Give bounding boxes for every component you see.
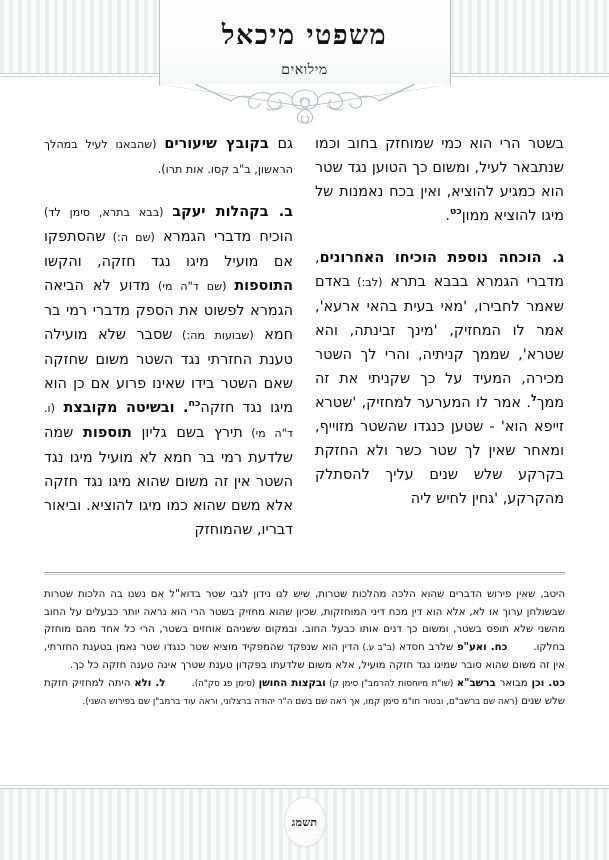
body-text: היטב, שאין פירוש הדברים שהוא הלכה מהלכות שטרות, שיש לנו נידון לגבי שטר בדוא"ל אם נשנו בה הלכות שטרות שבשולחן ערוך או לא, אלא הוא דין מכח דיני המוחזקות, שכיון שהוא מחזיק בשטר הרי הוא נראה יותר כבעלים על החוב מהשני שלא תופס בשטר, ומשום כך דנים אותו כבעל החוב. ובמקום ששניהם אוחזים בשטר, הרי כל אחד מהם מוחזק בחלקו. <box>44 589 565 653</box>
emphasis-text: ב. <box>268 204 293 220</box>
page-subtitle: מילואים <box>281 62 328 78</box>
two-column-layout <box>44 132 565 542</box>
text-column-right <box>44 132 293 542</box>
source-citation: (לב:) <box>350 276 383 289</box>
body-text: . <box>191 677 195 689</box>
emphasis-text: התוספות <box>234 278 293 294</box>
source-citation: (שם ד"ה מי) <box>150 280 235 293</box>
filigree-ornament-icon <box>195 84 415 124</box>
emphasis-text: ובקצות החושן <box>258 677 326 689</box>
source-citation: (שם ה:) <box>105 231 155 244</box>
footnote-separator <box>44 572 565 575</box>
emphasis-text: בקהלות יעקב <box>172 204 269 220</box>
emphasis-text: ג. <box>541 250 565 266</box>
body-text: בשטר הרי הוא כמי שמוחזק בחוב וכמו שנתבאר לעיל, ומשום כך הטוען נגד שטר הוא כמגיע להוציא, ואין בכח נאמנות של מיגו להוציא ממון <box>315 136 564 224</box>
body-text: הדין הוא שנפקד שהמפקיד מוציא שטר כנגדו שטר נאמן בטענת החזרתי, אין זה משום שהוא סובר שמיגו נגד חזקה מועיל, אלא משום שלדעתו בפקדון טענת שטרך אינה טענה חזקה כל כך. <box>44 641 565 671</box>
footnote-paragraph <box>44 586 565 712</box>
emphasis-text: כט. וכן <box>531 677 565 689</box>
source-citation: (ב"ב ע.) <box>359 642 396 653</box>
footnote-marker[interactable]: כח <box>188 398 201 410</box>
source-citation: (סימן פג סק"ה) <box>194 678 259 689</box>
body-text: מבואר <box>495 677 532 689</box>
body-text: באדם שאמר לחבירו, 'מאי בעית בהאי ארעא', אמר לו המחזיק, 'מינך זבינתה, והא שטרא', שממך קניתיה, והרי לך השטר מכירה, המעיד על כך שקניתי את זה ממך <box>315 274 564 411</box>
body-text: שלרב חסדא <box>395 641 457 653</box>
page-number: תשמג <box>291 815 318 829</box>
body-text: תירץ בשם גליון <box>131 425 243 441</box>
text-paragraph <box>44 200 293 542</box>
body-text: גם <box>268 136 293 152</box>
text-paragraph <box>44 132 293 182</box>
footnote-marker[interactable]: כט <box>449 206 462 218</box>
text-paragraph <box>315 132 564 228</box>
emphasis-text: הוכחה נוספת הוכיחו האחרונים <box>319 250 542 266</box>
body-text: . <box>445 208 450 224</box>
emphasis-text: ל. ולא <box>134 677 166 689</box>
body-text: שמה שלדעת רמי בר חמא לא מועיל מיגו נגד השטר אין זה משום שהוא מיגו נגד חזקה אלא משם שהוא כמו מיגו להוציא. וביאור דבריו, שהמוחזק <box>44 425 293 538</box>
page-number-badge <box>285 798 325 846</box>
source-citation: (ו. ד"ה מי) <box>44 402 293 440</box>
source-citation: (שהבאנו לעיל במהלך הראשון, ב"ב קסו. אות תרו). <box>44 138 293 176</box>
source-citation: (שבועות מה:) <box>172 329 254 342</box>
body-text: שהסתפקו אם מועיל מיגו נגד חזקה, והקשו <box>44 229 293 270</box>
body-text: מדוע לא הביאה הגמרא לפשוט את הספק מדברי רמי בר חמא <box>44 278 293 343</box>
body-text: שסבר שלא מועילה טענת החזרתי נגד השטר משום שחזקה שאם השטר בידו שאינו פרוע אם כן הוא מיגו נגד חזקה <box>44 327 293 416</box>
source-citation: (ראה שם ברשב"ם, ובטור חו"מ סימן קמו, אך ראה שם בשם ה"ר יהודה ברצלוני, וראה עוד ברמב"ן שם בפירוש השני). <box>82 697 518 707</box>
emphasis-text: . ובשיטה מקובצת <box>54 400 189 416</box>
main-text-area <box>44 132 565 542</box>
footer-band <box>0 789 609 860</box>
text-column-left <box>315 132 564 542</box>
body-text: . אמר לו המערער למחזיק, 'שטרא זייפא הוא' - שטען כנגדו שהשטר מזוייף, ומאחר שאין לך שטר כשר ולא החזקת בקרקע שלש שנים עליך להסתלק מהקרקע, 'גחין לחיש ליה <box>315 395 564 507</box>
source-citation: (בבא בתרא, סימן לד) <box>44 206 173 219</box>
emphasis-text: ברשב"א <box>456 677 496 689</box>
page-title: משפטי מיכאל <box>221 20 388 51</box>
source-citation: (שו"ת מיוחסות להרמב"ן סימן ק) <box>325 678 457 689</box>
emphasis-text: בקובץ שיעורים <box>164 136 269 152</box>
footnote-area <box>44 586 565 712</box>
body-text: היתה למחזיק חזקת שלש שנים <box>44 677 565 707</box>
footnote-marker[interactable]: ל <box>530 393 537 405</box>
body-text: הוכיח מדברי הגמרא <box>154 229 293 245</box>
emphasis-text: כח. ואע"פ <box>456 641 508 653</box>
text-paragraph <box>315 246 564 511</box>
body-text: , מדברי הגמרא בבבא בתרא <box>315 250 564 290</box>
emphasis-text: תוספות <box>83 425 132 441</box>
